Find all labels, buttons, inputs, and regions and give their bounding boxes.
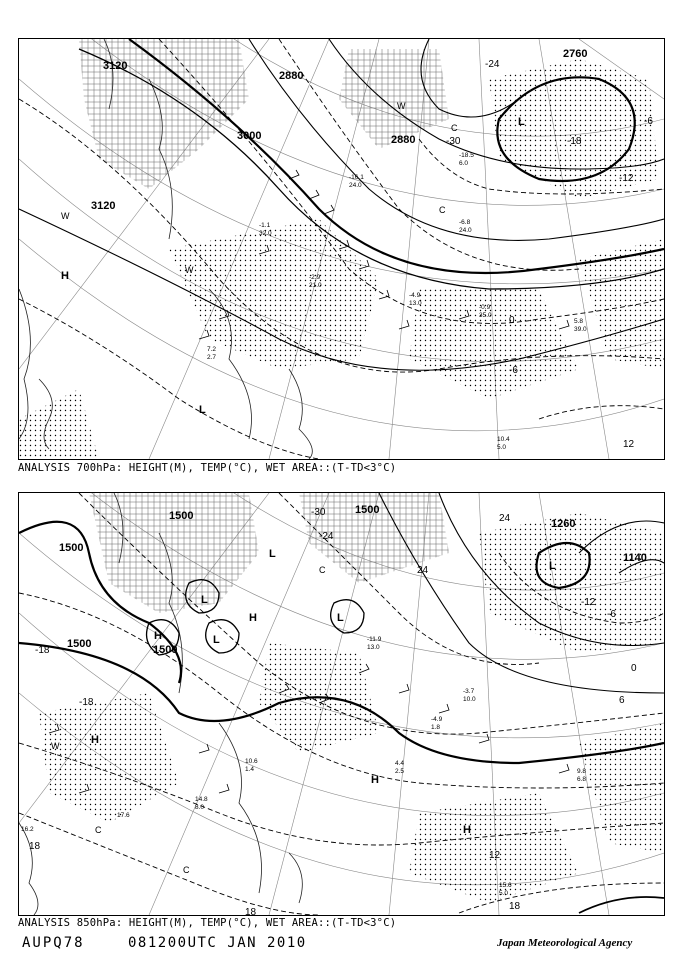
station-value: 6.8 (577, 776, 587, 783)
station-value: 39.0 (574, 326, 587, 333)
temp-label: -6 (644, 116, 653, 127)
temp-label: 0 (509, 315, 515, 326)
warm-center-label: W (185, 265, 194, 275)
high-center-label: H (61, 270, 69, 282)
station-value: 8.0 (195, 804, 205, 811)
cold-center-label: C (95, 825, 102, 835)
wet-areas (19, 39, 664, 459)
station-value: 21.0 (309, 282, 322, 289)
height-label: 1500 (153, 644, 178, 656)
temp-label: 6 (619, 695, 625, 706)
high-center-label: H (249, 612, 257, 624)
station-value: -11.9 (367, 636, 382, 643)
low-center-label: L (337, 612, 344, 624)
station-value: -18.5 (459, 152, 474, 159)
high-center-label: H (463, 824, 471, 836)
station-value: 1.4 (245, 766, 255, 773)
temp-label: 24 (417, 565, 429, 576)
height-label: 1500 (169, 510, 194, 522)
temp-label: -30 (446, 136, 461, 147)
station-value: 2.7 (207, 354, 217, 361)
map-panel-700hpa (18, 38, 665, 460)
height-label: 1140 (623, 552, 647, 564)
station-value: 6.0 (459, 160, 469, 167)
temp-label: -12 (619, 173, 634, 184)
station-value: 13.0 (367, 644, 380, 651)
temp-label: -18 (35, 645, 50, 656)
wet-areas (39, 493, 664, 903)
height-label: 2760 (563, 48, 588, 60)
station-value: 7.2 (207, 346, 217, 353)
height-label: 3120 (91, 200, 116, 212)
temp-label: -18 (567, 136, 582, 147)
map-850hpa-canvas (19, 493, 664, 915)
temp-label: -30 (311, 507, 326, 518)
cold-center-label: C (183, 865, 190, 875)
height-label: 1500 (355, 504, 380, 516)
temp-label: -6 (509, 365, 518, 376)
station-value: 15.6 (499, 882, 512, 889)
station-value: -0.9 (479, 304, 491, 311)
temp-label: -24 (485, 59, 500, 70)
low-center-label: L (269, 548, 276, 560)
agency-name: Japan Meteorological Agency (497, 937, 633, 949)
station-value: 9.8 (577, 768, 587, 775)
low-center-label: L (201, 594, 208, 606)
low-center-label: L (518, 116, 525, 128)
height-label: 1500 (59, 542, 84, 554)
station-value: 1.8 (431, 724, 441, 731)
station-value: 16.2 (21, 826, 34, 833)
station-value: 24.0 (459, 227, 472, 234)
temp-label: 0 (631, 663, 637, 674)
station-value: 10.0 (463, 696, 476, 703)
cold-center-label: C (319, 565, 326, 575)
warm-center-label: W (61, 211, 70, 221)
high-center-label: H (91, 734, 99, 746)
station-value: 5.0 (497, 444, 507, 451)
height-label: 3120 (103, 60, 128, 72)
height-label: 2880 (391, 134, 416, 146)
cold-center-label: C (439, 205, 446, 215)
high-center-label: H (154, 630, 162, 642)
map-panel-850hpa (18, 492, 665, 916)
station-value: 10.6 (245, 758, 258, 765)
station-value: -1.1 (259, 222, 271, 229)
temp-label: 12 (623, 439, 635, 450)
height-label: 3000 (237, 130, 262, 142)
station-value: 2.5 (395, 768, 405, 775)
station-value: 5.0 (499, 890, 509, 897)
valid-time: 081200UTC JAN 2010 (128, 935, 307, 951)
station-value: -3.7 (463, 688, 475, 695)
temp-label: -24 (319, 531, 334, 542)
panel-700hpa-caption: ANALYSIS 700hPa: HEIGHT(M), TEMP(°C), WET AREA::(T-TD<3°C) (18, 462, 397, 474)
temp-label: 12 (489, 850, 501, 861)
temp-label: -12 (581, 597, 596, 608)
station-value: 13.0 (409, 300, 422, 307)
cold-center-label: C (451, 123, 458, 133)
low-center-label: L (213, 634, 220, 646)
station-value: 35.0 (479, 312, 492, 319)
station-value: -6.8 (459, 219, 471, 226)
height-label: 1260 (551, 518, 576, 530)
warm-center-label: W (397, 101, 406, 111)
temp-label: 24 (499, 513, 511, 524)
station-value: 4.4 (395, 760, 405, 767)
low-center-label: L (199, 404, 206, 416)
high-center-label: H (371, 774, 379, 786)
station-value: 14.8 (195, 796, 208, 803)
temp-label: 18 (509, 901, 521, 912)
station-value: -4.9 (431, 716, 443, 723)
station-value: 24.0 (349, 182, 362, 189)
warm-center-label: W (51, 741, 60, 751)
station-value: 5.8 (574, 318, 584, 325)
station-value: -4.9 (409, 292, 421, 299)
station-value: -2.9 (309, 274, 321, 281)
height-label: 2880 (279, 70, 304, 82)
station-value: -16.1 (349, 174, 364, 181)
temp-label: -6 (607, 609, 616, 620)
station-value: 32.0 (259, 230, 272, 237)
temp-label: -18 (79, 697, 94, 708)
station-value: 17.6 (117, 812, 130, 819)
panel-850hpa-caption: ANALYSIS 850hPa: HEIGHT(M), TEMP(°C), WET AREA::(T-TD<3°C) (18, 917, 397, 929)
station-value: 10.4 (497, 436, 510, 443)
temp-label: 18 (245, 907, 257, 915)
temp-label: 18 (29, 841, 41, 852)
low-center-label: L (549, 560, 556, 572)
map-700hpa-canvas (19, 39, 664, 459)
product-code: AUPQ78 (22, 935, 85, 951)
height-label: 1500 (67, 638, 92, 650)
